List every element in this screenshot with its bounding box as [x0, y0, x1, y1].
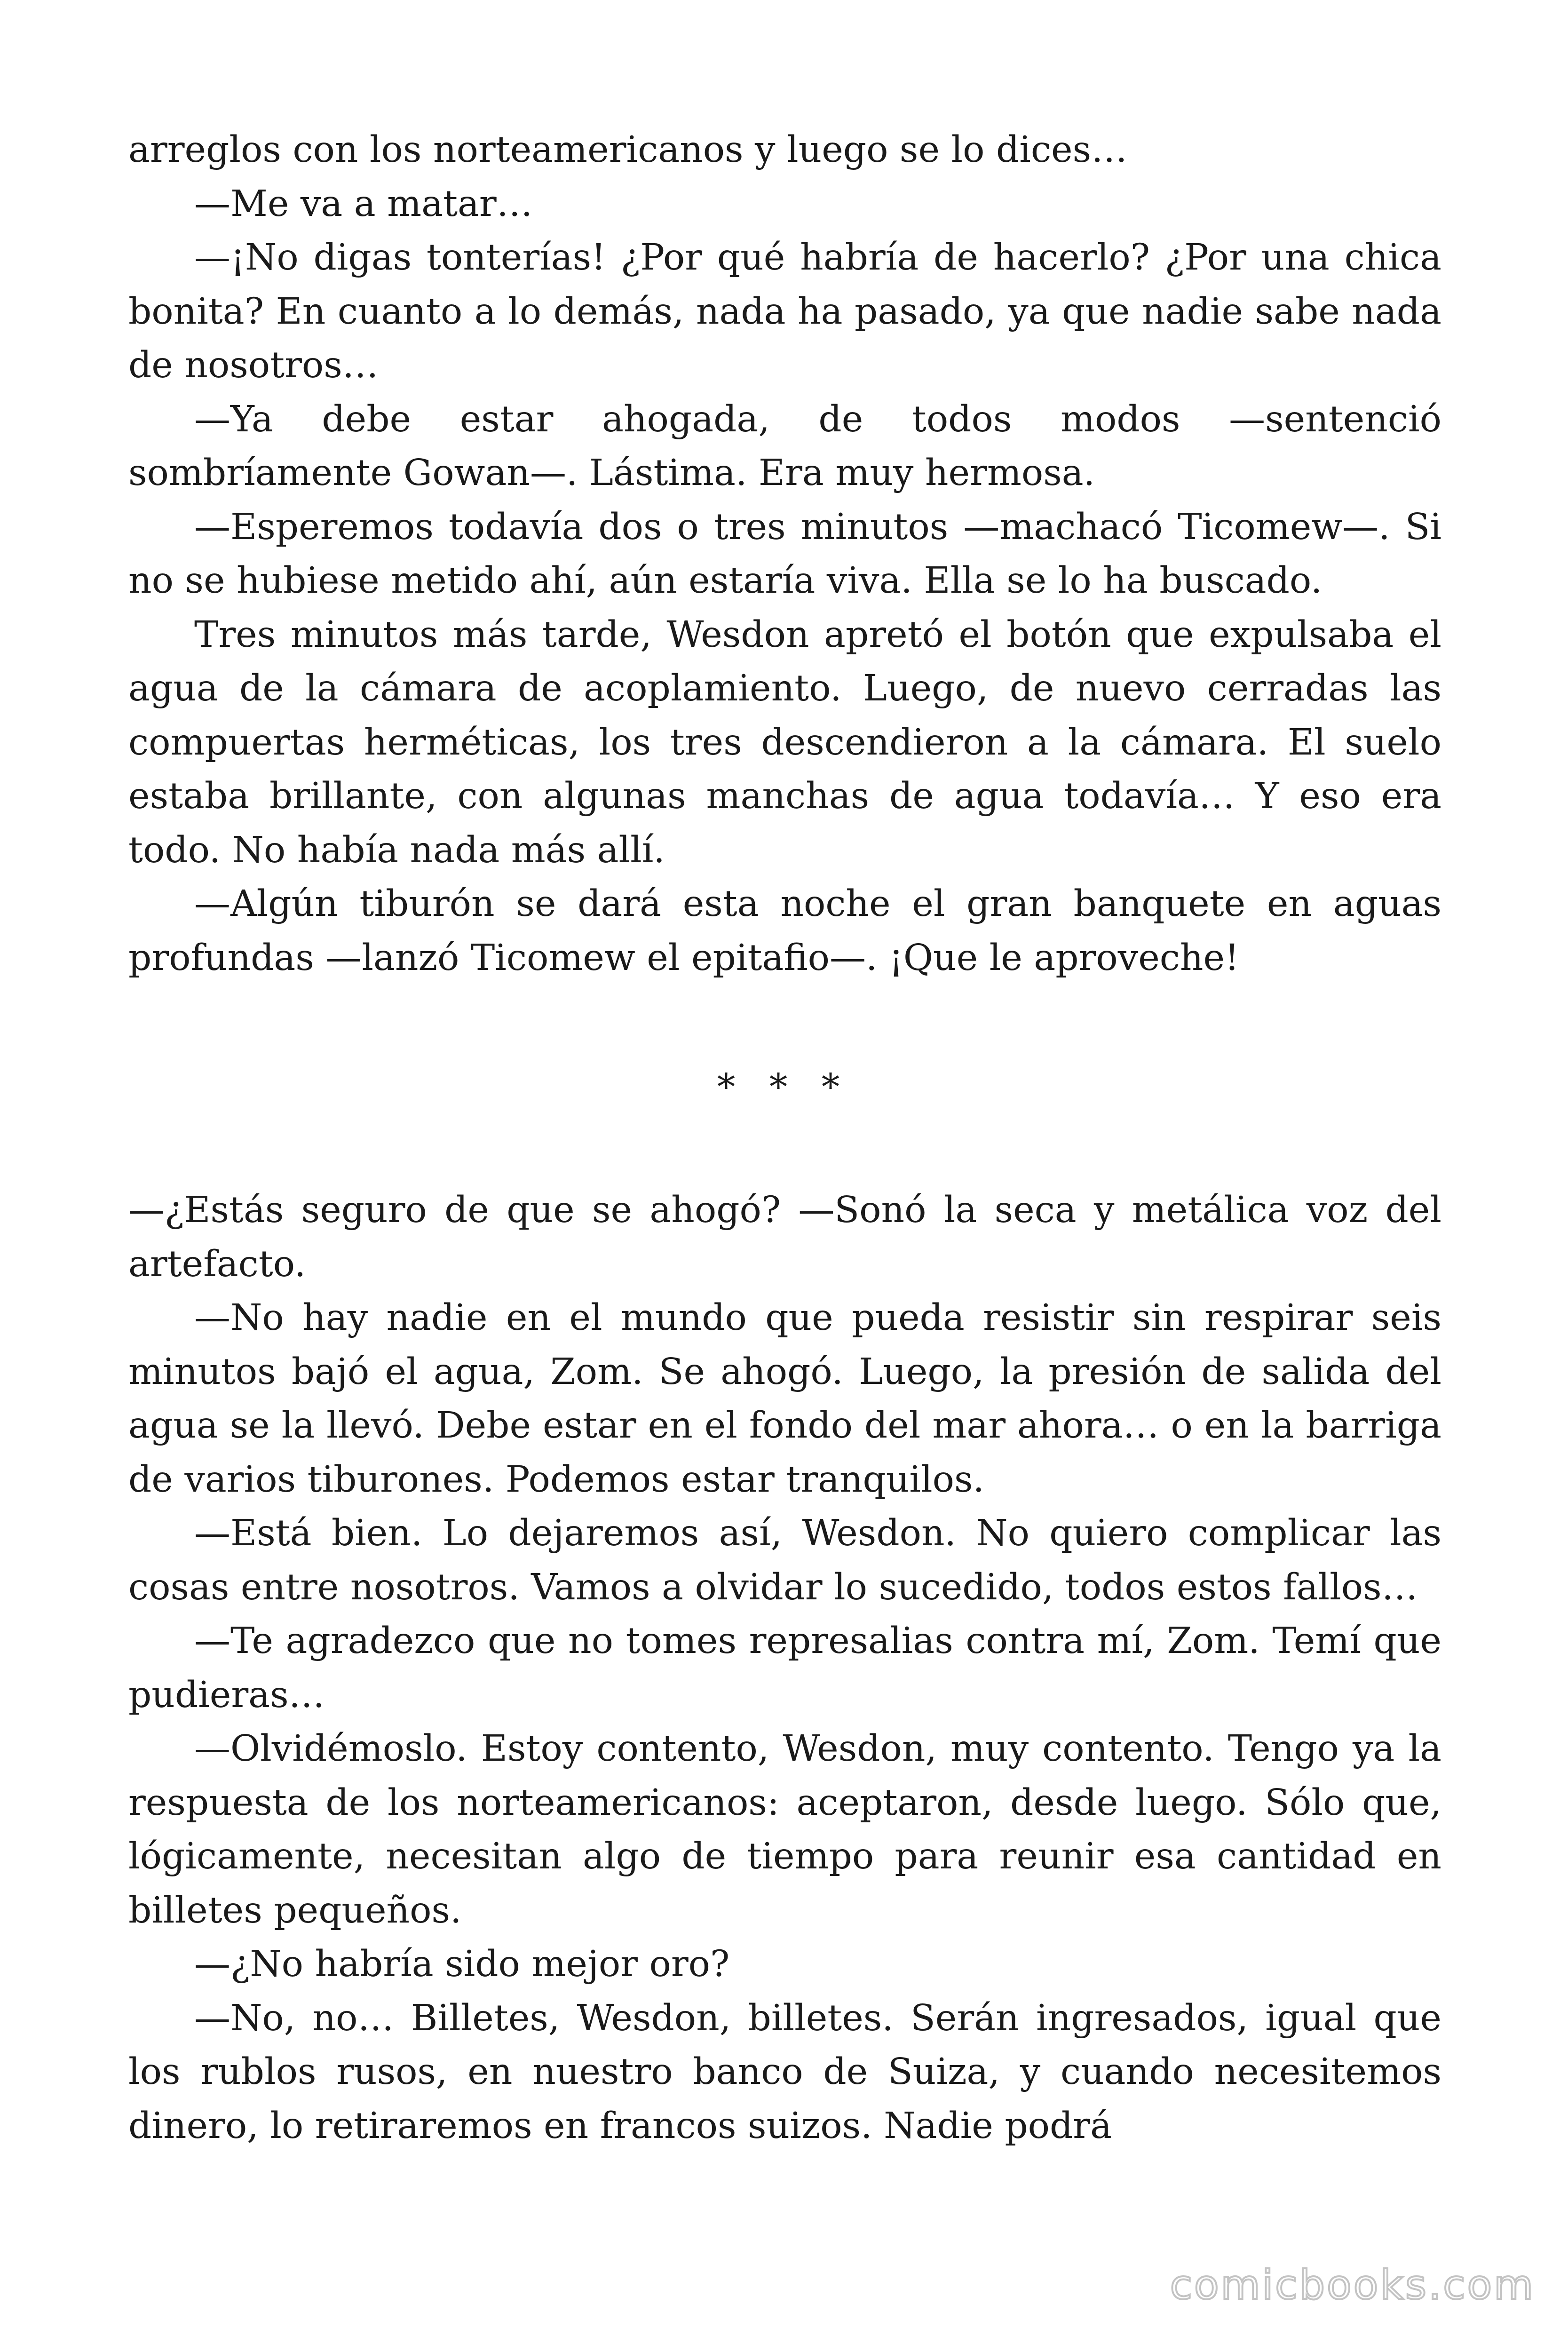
- text-section-bottom: [128, 1184, 1441, 2153]
- paragraph: —No hay nadie en el mundo que pueda resistir sin respirar seis minutos bajó el agua, Zom. Se ahogó. Luego, la presión de salida del agua se la llevó. Debe estar en el fondo del mar ahora… o en la barriga de varios tiburones. Podemos estar tranquilos.: [128, 1297, 1441, 1501]
- paragraph: Tres minutos más tarde, Wesdon apretó el botón que expulsaba el agua de la cámara de acoplamiento. Luego, de nuevo cerradas las compuertas herméticas, los tres descendieron a la cámara. El suelo estaba brillante, con algunas manchas de agua todavía… Y eso era todo. No había nada más allí.: [128, 613, 1441, 871]
- paragraph: —No, no… Billetes, Wesdon, billetes. Serán ingresados, igual que los rublos rusos, en nuestro banco de Suiza, y cuando necesitemos dinero, lo retiraremos en francos suizos. Nadie podrá: [128, 1997, 1441, 2147]
- paragraph: arreglos con los norteamericanos y luego se lo dices…: [128, 129, 1128, 171]
- paragraph: —Te agradezco que no tomes represalias contra mí, Zom. Temí que pudieras…: [128, 1620, 1441, 1716]
- paragraph: —Esperemos todavía dos o tres minutos —machacó Ticomew—. Si no se hubiese metido ahí, aún estaría viva. Ella se lo ha buscado.: [128, 506, 1441, 602]
- paragraph: —¿No habría sido mejor oro?: [194, 1943, 730, 1985]
- paragraph: —Ya debe estar ahogada, de todos modos —sentenció sombríamente Gowan—. Lástima. Era muy hermosa.: [128, 398, 1441, 494]
- paragraph: —¿Estás seguro de que se ahogó? —Sonó la seca y metálica voz del artefacto.: [128, 1189, 1441, 1285]
- scene-break-separator: * * *: [717, 1066, 851, 1108]
- paragraph: —Olvidémoslo. Estoy contento, Wesdon, muy contento. Tengo ya la respuesta de los norteamericanos: aceptaron, desde luego. Sólo que, lógicamente, necesitan algo de tiempo para reunir esa cantidad en billetes pequeños.: [128, 1728, 1441, 1931]
- watermark-logo: comicbooks.com: [1170, 2262, 1535, 2309]
- paragraph: —Algún tiburón se dará esta noche el gran banquete en aguas profundas —lanzó Ticomew el epitafio—. ¡Que le aproveche!: [128, 883, 1441, 979]
- paragraph: —¡No digas tonterías! ¿Por qué habría de hacerlo? ¿Por una chica bonita? En cuanto a lo demás, nada ha pasado, ya que nadie sabe nada de nosotros…: [128, 237, 1441, 386]
- paragraph: —Está bien. Lo dejaremos así, Wesdon. No quiero complicar las cosas entre nosotros. Vamos a olvidar lo sucedido, todos estos fallos…: [128, 1512, 1441, 1608]
- text-section-top: [128, 123, 1441, 985]
- paragraph: —Me va a matar…: [194, 183, 533, 225]
